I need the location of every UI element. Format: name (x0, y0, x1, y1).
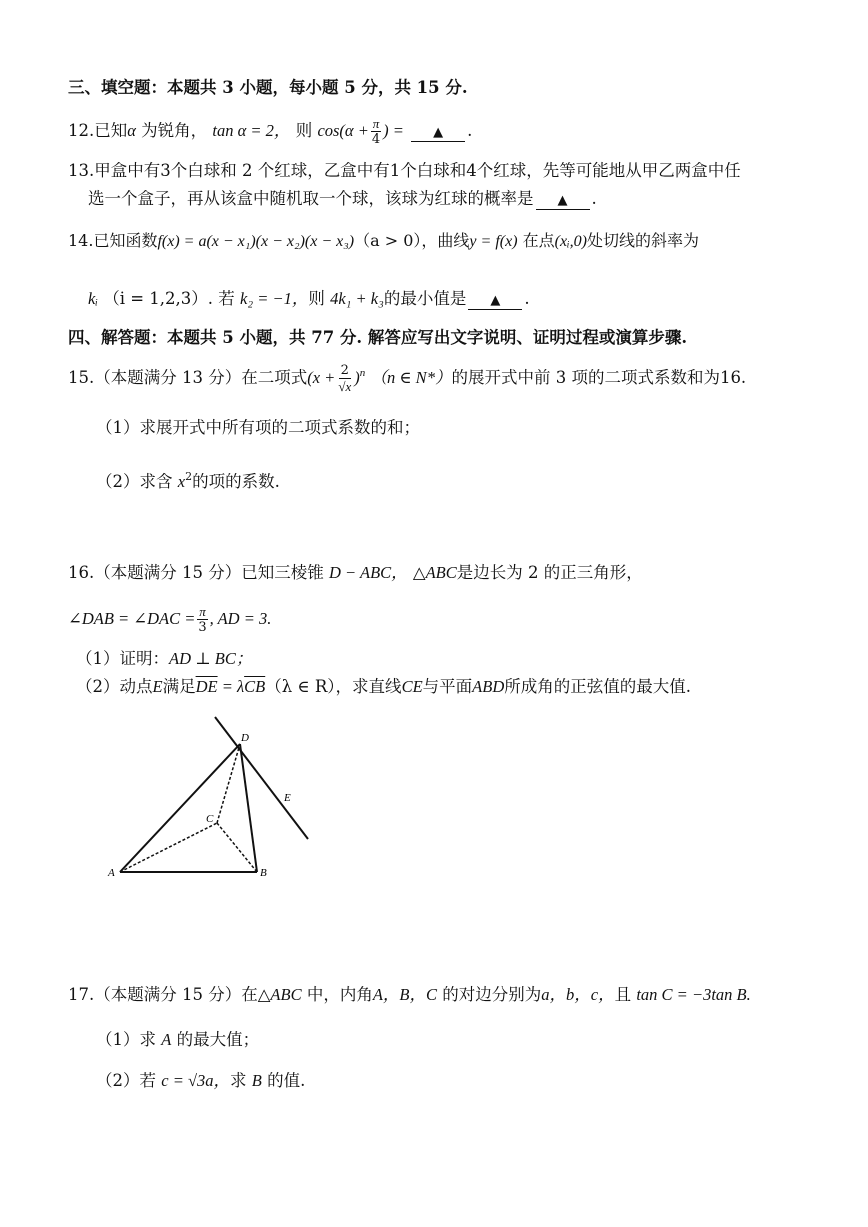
q17-condition: c = √3a， (161, 1071, 231, 1090)
q12-text: 已知 (94, 121, 128, 140)
q15-x: x (177, 472, 186, 491)
q17-text: 中，内角 (306, 985, 373, 1004)
section-3-heading (68, 77, 468, 99)
label-a: A (108, 867, 115, 879)
q12-number: 12. (68, 121, 95, 140)
fraction-denominator: 3 (198, 620, 207, 635)
q15-exponent: n (359, 367, 366, 379)
q14-text: 在点 (522, 231, 555, 250)
q16-vector-de: $\overline{DE}$ (195, 677, 218, 696)
edge-db (240, 744, 257, 872)
q14-k-i: kᵢ (88, 289, 98, 308)
q16-perpendicular: AD ⊥ BC； (169, 649, 253, 668)
q17-text: 的对边分别为 (442, 985, 542, 1004)
q12-cos-expression: cos(α + (317, 121, 369, 140)
fraction-numerator: 2 (340, 363, 349, 378)
fraction-numerator: π (199, 604, 206, 619)
q16-text: 是边长为 2 的正三角形， (456, 563, 643, 582)
q15-part-2 (96, 466, 280, 493)
q17-part-2-text: 求 (230, 1071, 247, 1090)
question-12 (68, 116, 472, 147)
q15-text: 15.（本题满分 13 分）在二项式 (68, 368, 308, 387)
q15-fraction (336, 363, 353, 394)
section-4-heading (68, 327, 687, 349)
q17-part-1 (96, 1029, 259, 1051)
q14-curve: y = f(x) (469, 233, 518, 250)
q17-part-1-text: 的最大值； (176, 1030, 260, 1049)
q13-text: 13.甲盒中有3个白球和 2 个红球，乙盒中有1个白球和4个红球，先等可能地从甲乙两盒中任 (68, 161, 741, 180)
q12-fraction (370, 116, 382, 147)
q14-text: 14.已知函数 (68, 231, 158, 250)
answer-blank[interactable]: ▲ (411, 125, 465, 142)
q14-end: . (524, 289, 530, 308)
q17-angle-a: A (161, 1030, 172, 1049)
q14-function: f(x) = a(x − x₁)(x − x₂)(x − x₃) (157, 233, 355, 250)
q17-angles: A，B，C (372, 985, 438, 1004)
question-13-line-1 (68, 160, 741, 182)
q16-part-2-text: 与平面 (422, 677, 473, 696)
q15-part-1 (96, 417, 420, 439)
q17-relation: tan C = −3tan B. (636, 985, 751, 1004)
q15-x-exponent: 2 (185, 470, 193, 483)
q16-fraction (196, 604, 208, 635)
q12-tan-expression: tan α = 2， (212, 121, 291, 140)
q17-part-2 (96, 1070, 305, 1092)
q15-condition: （n ∈ N*） (370, 368, 452, 387)
q14-index-condition: （i = 1,2,3）. 若 (103, 289, 235, 308)
q16-part-1 (76, 648, 252, 670)
q17-part-2-text: （2）若 (96, 1071, 156, 1090)
q15-binomial-open: (x + (307, 368, 336, 387)
question-15 (68, 362, 746, 394)
q16-part-2-text: （2）动点 (76, 677, 153, 696)
q16-part-2-text: 所成角的正弦值的最大值. (504, 677, 691, 696)
q16-part-2 (76, 676, 691, 698)
q16-part-2-text: 满足 (162, 677, 196, 696)
question-13-line-2 (88, 188, 597, 210)
question-16 (68, 562, 643, 584)
q16-line-ce: CE (401, 677, 423, 696)
question-14-line-1 (68, 230, 699, 253)
q16-angle-expression: ∠DAB = ∠DAC = (68, 609, 196, 628)
q12-text: 为锐角， (141, 121, 208, 140)
q16-vector-cb: $\overline{CB}$ (244, 677, 266, 696)
q16-triangle: △ABC (412, 563, 457, 582)
q13-end: . (591, 189, 597, 208)
label-d: D (241, 732, 249, 744)
label-b: B (260, 867, 267, 879)
edge-ac (120, 823, 217, 872)
q17-part-2-text: 的值. (267, 1071, 306, 1090)
q16-pyramid: D − ABC， (328, 563, 408, 582)
section-4-heading-text: 四、解答题：本题共 5 小题，共 77 分. 解答应写出文字说明、证明过程或演算步骤. (68, 328, 688, 347)
q16-pyramid-figure (100, 712, 320, 882)
q17-text: 17.（本题满分 15 分）在 (68, 985, 258, 1004)
question-17 (68, 984, 751, 1006)
q15-binomial-close: ) (354, 368, 360, 387)
q12-cos-end: ) = (383, 121, 404, 140)
label-e: E (284, 792, 291, 804)
answer-blank[interactable]: ▲ (536, 193, 590, 210)
q17-angle-b: B (251, 1071, 262, 1090)
line-de (215, 717, 308, 839)
q14-text: 的最小值是 (383, 289, 467, 308)
q15-part-2-text: 的项的系数. (192, 472, 280, 491)
q16-equals-lambda: = λ (217, 677, 245, 696)
question-14-line-2 (88, 288, 530, 310)
q17-sides: a，b，c， (541, 985, 615, 1004)
q15-text: 的展开式中前 3 项的二项式系数和为16. (451, 368, 747, 387)
q12-end: . (467, 121, 473, 140)
q15-part-2-text: （2）求含 (96, 472, 173, 491)
q14-text: 处切线的斜率为 (586, 231, 699, 250)
q17-part-1-text: （1）求 (96, 1030, 156, 1049)
q16-part-1-text: （1）证明： (76, 649, 169, 668)
q12-alpha: α (127, 121, 136, 140)
q14-text: 则 (308, 289, 325, 308)
q16-angle-condition (68, 604, 271, 635)
q12-text: 则 (295, 121, 313, 140)
q14-condition: （a > 0），曲线 (354, 231, 470, 250)
q14-point: (xᵢ,0) (554, 233, 587, 250)
q16-part-2-text: （λ ∈ R），求直线 (265, 677, 402, 696)
q17-triangle: △ABC (257, 985, 302, 1004)
label-c: C (206, 813, 214, 825)
q15-part-1-text: （1）求展开式中所有项的二项式系数的和； (96, 418, 420, 437)
q16-point-e: E (152, 677, 163, 696)
answer-blank[interactable]: ▲ (468, 293, 522, 310)
fraction-numerator: π (372, 116, 380, 131)
fraction-denominator: 4 (371, 132, 381, 147)
q17-text: 且 (614, 985, 632, 1004)
q16-plane-abd: ABD (472, 677, 505, 696)
section-3-heading-text: 三、填空题：本题共 3 小题，每小题 5 分，共 15 分. (68, 78, 468, 97)
fraction-denominator: √x (338, 379, 352, 394)
q16-text: 16.（本题满分 15 分）已知三棱锥 (68, 563, 324, 582)
q13-text: 选一个盒子，再从该盒中随机取一个球，该球为红球的概率是 (88, 189, 534, 208)
q16-ad-length: , AD = 3. (209, 609, 272, 628)
q14-k2: k₂ = −1， (240, 289, 309, 308)
q14-expression: 4k₁ + k₃ (330, 289, 384, 308)
